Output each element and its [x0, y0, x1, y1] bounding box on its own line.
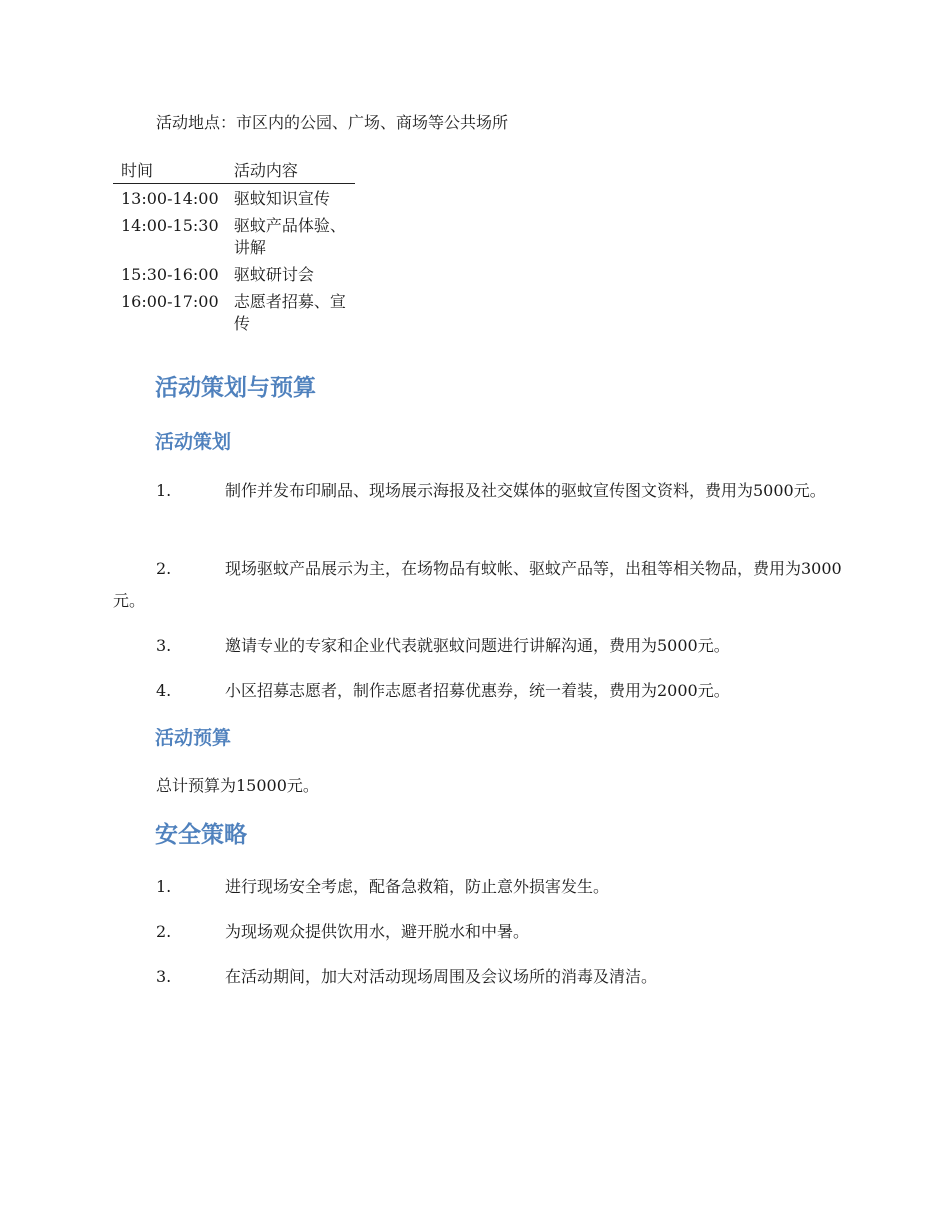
list-item [113, 871, 843, 903]
list-item-number: 2. [156, 559, 172, 578]
budget-text: 总计预算为15000元。 [156, 776, 319, 795]
table-cell-content: 驱蚊研讨会 [233, 265, 314, 284]
table-cell-content: 驱蚊产品体验、讲解 [233, 216, 346, 257]
table-row [113, 184, 355, 212]
list-item-text: 现场驱蚊产品展示为主，在场物品有蚊帐、驱蚊产品等，出租等相关物品，费用为3000元。 [113, 559, 842, 610]
table-header-content: 活动内容 [226, 157, 355, 184]
list-item [113, 475, 843, 507]
table-row [113, 211, 355, 260]
table-cell-time: 15:30-16:00 [121, 265, 219, 284]
table-cell-content: 驱蚊知识宣传 [233, 189, 330, 208]
table-cell-content: 志愿者招募、宣传 [233, 292, 346, 333]
list-item-number: 3. [156, 967, 172, 986]
list-item-number: 2. [156, 922, 172, 941]
list-item [113, 553, 843, 617]
list-item [113, 916, 843, 948]
list-item-text: 在活动期间，加大对活动现场周围及会议场所的消毒及清洁。 [225, 967, 658, 986]
table-cell-time: 13:00-14:00 [121, 189, 219, 208]
table-cell-time: 14:00-15:30 [121, 216, 219, 235]
table-row [113, 260, 355, 287]
list-item-number: 1. [156, 877, 172, 896]
list-item [113, 961, 843, 993]
list-item [113, 630, 843, 662]
schedule-table [113, 157, 355, 336]
list-item-number: 1. [156, 481, 172, 500]
heading-safety: 安全策略 [155, 822, 247, 848]
list-item-text: 小区招募志愿者，制作志愿者招募优惠券，统一着装，费用为2000元。 [225, 681, 730, 700]
table-row [113, 287, 355, 336]
list-item-text: 为现场观众提供饮用水，避开脱水和中暑。 [225, 922, 530, 941]
list-item-text: 制作并发布印刷品、现场展示海报及社交媒体的驱蚊宣传图文资料，费用为5000元。 [225, 481, 826, 500]
location-line: 活动地点：市区内的公园、广场、商场等公共场所 [156, 113, 509, 132]
list-item-text: 进行现场安全考虑，配备急救箱，防止意外损害发生。 [225, 877, 610, 896]
list-item-text: 邀请专业的专家和企业代表就驱蚊问题进行讲解沟通，费用为5000元。 [225, 636, 730, 655]
list-item [113, 675, 843, 707]
table-cell-time: 16:00-17:00 [121, 292, 219, 311]
list-item-number: 3. [156, 636, 172, 655]
table-header-time: 时间 [113, 157, 226, 184]
list-item-number: 4. [156, 681, 172, 700]
table-header-row [113, 157, 355, 184]
heading-plan: 活动策划 [155, 431, 232, 453]
heading-budget: 活动预算 [155, 727, 232, 749]
heading-plan-budget: 活动策划与预算 [155, 375, 316, 401]
